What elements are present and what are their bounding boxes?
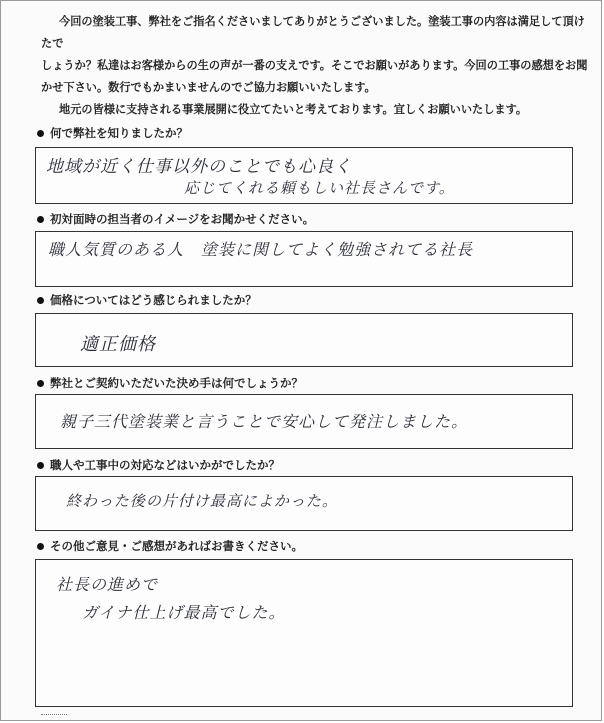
question-label: 価格についてはどう感じられましたか？ [50,293,257,307]
handwritten-answer: 社長の進めで [56,575,159,594]
scan-edge-mark [41,714,67,718]
answer-box-2 [35,231,573,287]
handwritten-answer: 職人気質のある人 塗装に関してよく勉強されてる社長 [48,240,474,259]
answer-box-3 [35,313,573,367]
question-3 [37,292,257,308]
answer-box-5 [35,476,573,531]
question-label: 何で弊社を知りましたか？ [50,126,188,140]
answer-box-1 [35,147,573,204]
question-6 [37,538,303,554]
bullet-icon [37,380,44,387]
bullet-icon [37,543,44,550]
handwritten-answer: 地域が近く仕事以外のことでも心良く [46,157,352,177]
question-2 [37,211,314,227]
handwritten-answer: ガイナ仕上げ最高でした。 [82,603,286,622]
bullet-icon [37,462,44,469]
bullet-icon [37,130,44,137]
question-label: その他ご意見・ご感想があればお書きください。 [50,539,303,553]
handwritten-answer: 応じてくれる頼もしい社長さんです。 [184,179,455,197]
bullet-icon [37,297,44,304]
question-label: 職人や工事中の対応などはいかがでしたか？ [50,458,280,472]
intro-text [41,11,589,121]
bullet-icon [37,216,44,223]
intro-line: 地元の皆様に支持される事業展開に役立てたいと考えております。宜しくお願いいたします。 [59,103,528,116]
intro-line: かせ下さい。数行でもかまいませんのでご協力お願いいたします。 [41,81,376,94]
handwritten-answer: 親子三代塗装業と言うことで安心して発注しました。 [60,412,469,431]
question-5 [37,457,280,473]
question-label: 弊社とご契約いただいた決め手は何でしょうか？ [50,376,303,390]
question-4 [37,375,303,391]
handwritten-answer: 適正価格 [80,334,156,355]
question-1 [37,125,188,141]
answer-box-4 [35,394,573,449]
intro-line: しょうか？私達はお客様からの生の声が一番の支えです。そこでお願いがあります。今回の工事の感想をお聞 [41,59,588,72]
question-label: 初対面時の担当者のイメージをお聞かせください。 [50,212,315,226]
answer-box-6 [35,559,573,707]
intro-line: 今回の塗装工事、弊社をご指名くださいましてありがとうございました。塗装工事の内容は満足して頂けたで [41,15,585,50]
handwritten-answer: 終わった後の片付け最高によかった。 [66,492,338,510]
